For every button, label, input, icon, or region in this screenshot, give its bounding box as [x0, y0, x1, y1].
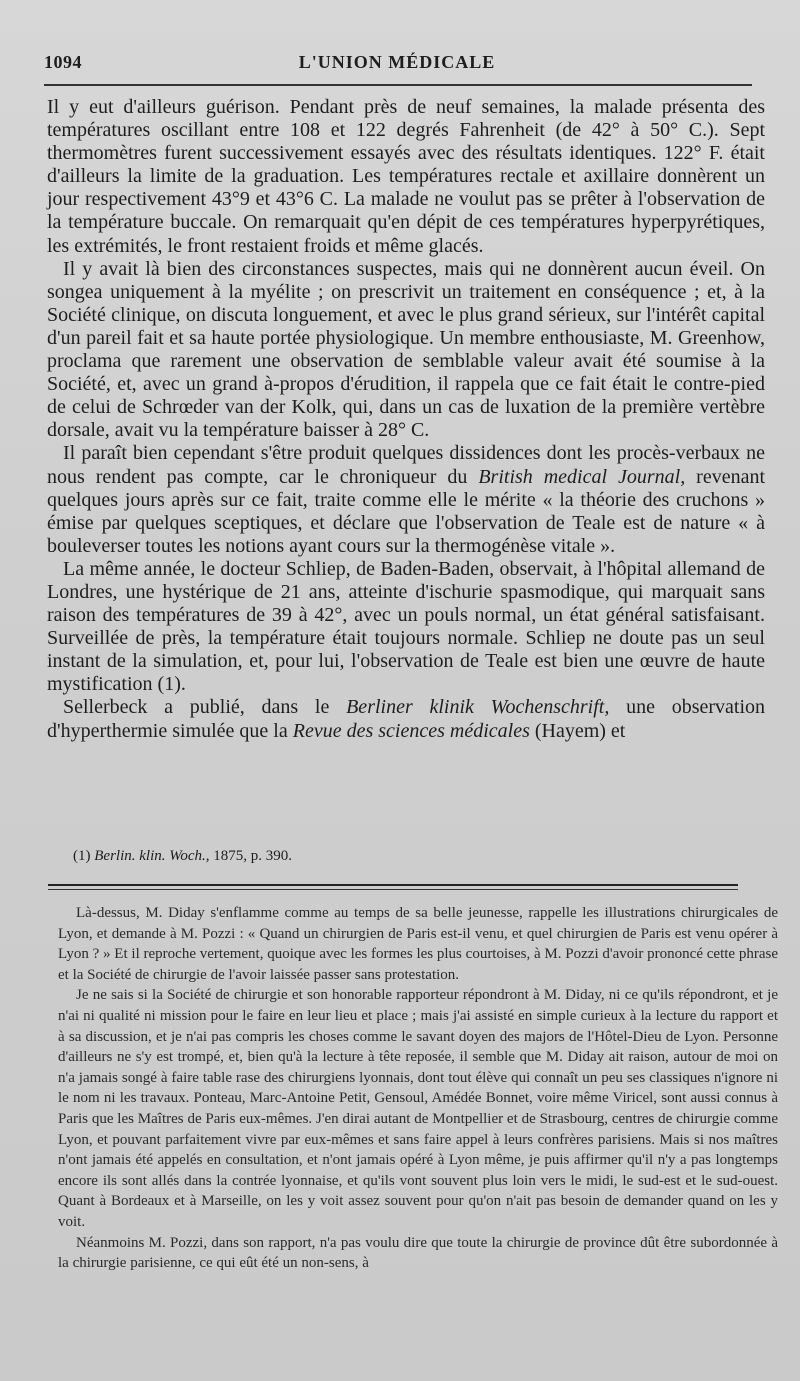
paragraph-text: revenant quelques jours après sur ce fait, traite comme elle le mérite « la théorie des cruchons » émise par quelques sceptiques, et déclare que l'observation de Teale est de nature « à bouleverser toutes les notions ayant cours sur la thermogénèse vitale ».: [47, 465, 766, 557]
feuilleton-text: [58, 903, 778, 1274]
paragraph: Il y avait là bien des circonstances suspectes, mais qui ne donnèrent aucun éveil. On songea uniquement à la myélite ; on prescrivit un traitement en conséquence ; et, à la Société clinique, on discuta longuement, et avec le plus grand sérieux, sur l'intérêt capital d'un pareil fait et sa haute portée physiologique. Un membre enthousiaste, M. Greenhow, proclama que rarement une observation de semblable valeur avait été soumise à la Société, et, avec un grand à-propos d'érudition, il rappela que ce fait était le contre-pied de celui de Schrœder van der Kolk, qui, dans un cas de luxation de la première vertèbre dorsale, avait vu la température baisser à 28° C.: [47, 257, 765, 442]
journal-title: L'UNION MÉDICALE: [298, 52, 496, 72]
page-number: 1094: [44, 52, 82, 72]
main-body-text: [47, 96, 765, 743]
footnote-source: Berlin. klin. Woch.,: [94, 848, 210, 864]
running-header: [44, 52, 750, 80]
header-rule: [44, 84, 752, 86]
journal-citation: Revue des sciences médicales: [292, 719, 530, 742]
paragraph: La même année, le docteur Schliep, de Baden-Baden, observait, à l'hôpital allemand de Londres, une hystérique de 21 ans, atteinte d'ischurie spasmodique, qui marquait sans raison des températures de 39 à 42°, avec un pouls normal, un état général satisfaisant. Surveillée de près, la température était toujours normale. Schliep ne doute pas un seul instant de la simulation, et, pour lui, l'observation de Teale est bien une œuvre de haute mystification (1).: [47, 557, 765, 696]
footnote: [73, 848, 292, 865]
paragraph-text: Sellerbeck a publié, dans le: [63, 696, 330, 719]
feuilleton-rule: [48, 889, 738, 890]
feuilleton-paragraph: Néanmoins M. Pozzi, dans son rapport, n'a pas voulu dire que toute la chirurgie de province dût être subordonnée à la chirurgie parisienne, ce qui eût été un non-sens, à: [58, 1234, 778, 1272]
paragraph: [47, 442, 765, 557]
journal-citation: British medical Journal,: [478, 465, 686, 488]
paragraph: Il y eut d'ailleurs guérison. Pendant près de neuf semaines, la malade présenta des températures oscillant entre 108 et 122 degrés Fahrenheit (de 42° à 50° C.). Sept thermomètres furent successivement essayés avec des résultats identiques. 122° F. était d'ailleurs la limite de la graduation. Les températures rectale et axillaire donnèrent un jour respectivement 43°9 et 43°6 C. La malade ne voulut pas se prêter à l'observation de la température buccale. On remarquait qu'en dépit de ces températures hyperpyrétiques, les extrémités, le front restaient froids et même glacés.: [47, 96, 765, 257]
feuilleton-rule: [48, 884, 738, 886]
feuilleton-paragraph: Je ne sais si la Société de chirurgie et son honorable rapporteur répondront à M. Diday, ni ce qu'ils répondront, et je n'ai ni qualité ni mission pour le faire en leur lieu et place ; mais j'ai assisté en simple curieux à la lecture du rapport et à sa discussion, et je n'ai pas compris les choses comme le savant doyen des majors de l'Hôtel-Dieu de Lyon. Personne d'ailleurs ne s'y est trompé, et, bien qu'à la lecture à tête reposée, il semble que M. Diday ait raison, autour de moi on n'a jamais songé à faire table rase des chirurgiens lyonnais, dont tout élève qui connaît un peu ses classiques n'ignore ni le nom ni les travaux. Ponteau, Marc-Antoine Petit, Gensoul, Amédée Bonnet, voire même Viricel, sont aussi connus à Paris que les Maîtres de Paris eux-mêmes. J'en dirai autant de Montpellier et de Strasbourg, centres de chirurgie comme Lyon, et pouvant parfaitement vivre par eux-mêmes et sans faire appel à leurs confrères parisiens. Mais si nos maîtres n'ont jamais été appelés en consultation, et n'ont jamais opéré à Lyon même, je puis affirmer qu'il n'y a pas longtemps encore ils sont allés dans la contrée lyonnaise, et qu'ils vont souvent plus loin vers le midi, le sud-est et le sud-ouest. Quant à Bordeaux et à Marseille, on les y voit assez souvent pour qu'on n'ait pas besoin de demander quand on les y voit.: [58, 987, 778, 1230]
footnote-details: 1875, p. 390.: [213, 848, 293, 864]
paragraph-text: Il paraît bien cependant s'être produit quelques dissidences dont les procès-verbaux ne nous rendent pas compte, car le chroniqueur du: [47, 442, 765, 488]
paragraph-text: (Hayem) et: [534, 719, 626, 742]
feuilleton-paragraph: Là-dessus, M. Diday s'enflamme comme au temps de sa belle jeunesse, rappelle les illustrations chirurgicales de Lyon, et demande à M. Pozzi : « Quand un chirurgien de Paris est-il venu, et quel chirurgien de Paris est venu opérer à Lyon ? » Et il reproche vertement, quoique avec les formes les plus courtoises, à M. Pozzi d'avoir prononcé cette phrase et la Société de chirurgie de l'avoir laissée passer sans protestation.: [58, 905, 778, 983]
paragraph: [47, 696, 765, 742]
journal-citation: Berliner klinik Wochenschrift,: [346, 696, 610, 719]
paragraph-text: une observation d'hyperthermie simulée que la: [47, 696, 766, 742]
footnote-marker: (1): [73, 848, 91, 864]
